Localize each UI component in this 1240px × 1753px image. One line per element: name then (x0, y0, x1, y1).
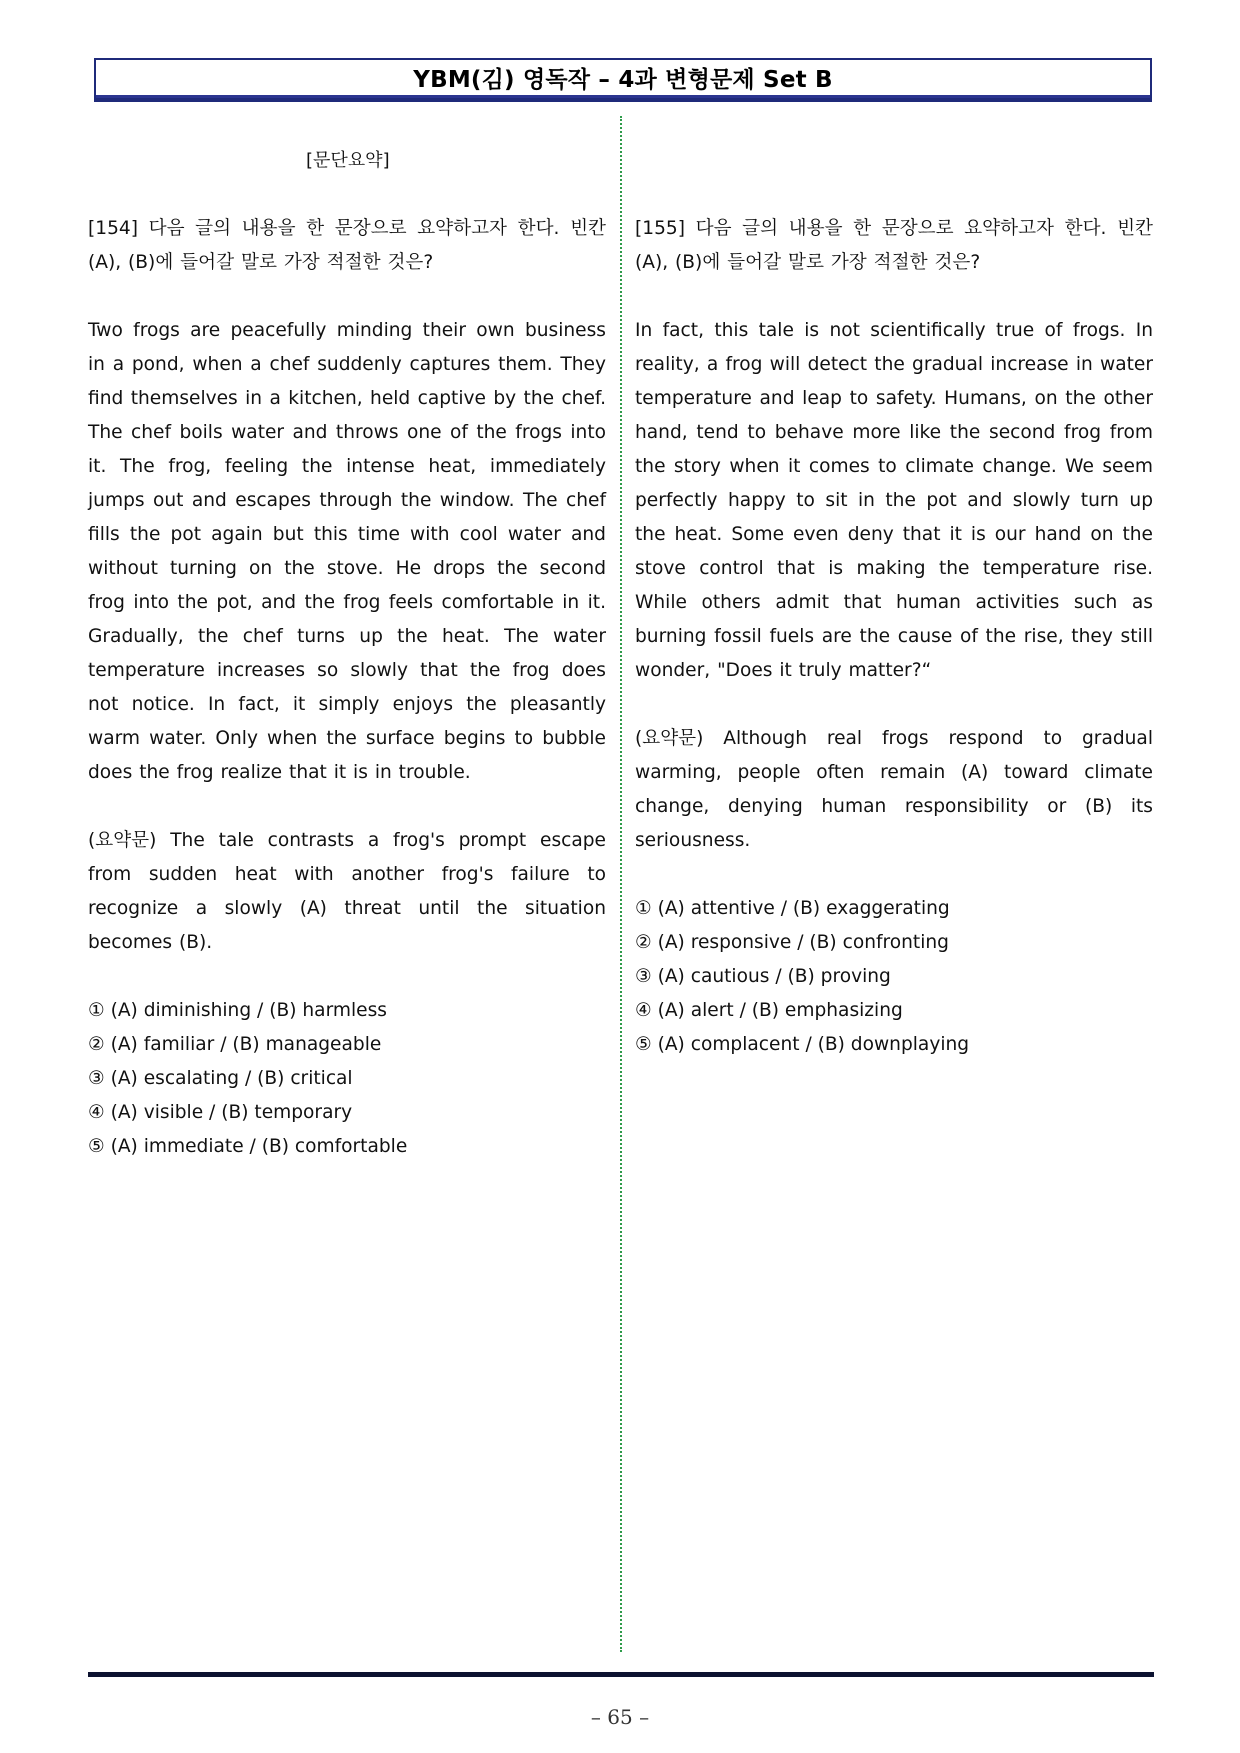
answer-option-1[interactable]: ① (A) diminishing / (B) harmless (88, 1000, 387, 1021)
answer-options (635, 892, 1153, 1062)
footer-rule (88, 1672, 1154, 1677)
answer-option-3[interactable]: ③ (A) escalating / (B) critical (88, 1068, 353, 1089)
question-prompt: [155] 다음 글의 내용을 한 문장으로 요약하고자 한다. 빈칸 (A), (B)에 들어갈 말로 가장 적절한 것은? (635, 218, 1153, 273)
section-label: [문단요약] (306, 150, 390, 171)
column-divider (620, 116, 622, 1652)
page-title: YBM(김) 영독작 – 4과 변형문제 Set B (413, 67, 833, 93)
question-passage: Two frogs are peacefully minding their own business in a pond, when a chef suddenly captures them. They find themselves in a kitchen, held captive by the chef. The chef boils water and throws one of the frogs into it. The frog, feeling the intense heat, immediately jumps out and escapes through the window. The chef fills the pot again but this time with cool water and without turning on the stove. He drops the second frog into the pot, and the frog feels comfortable in it. Gradually, the chef turns up the heat. The water temperature increases so slowly that the frog does not notice. In fact, it simply enjoys the pleasantly warm water. Only when the surface begins to bubble does the frog realize that it is in trouble. (88, 320, 606, 783)
answer-option-4[interactable]: ④ (A) visible / (B) temporary (88, 1102, 353, 1123)
answer-option-2[interactable]: ② (A) familiar / (B) manageable (88, 1034, 382, 1055)
answer-option-5[interactable]: ⑤ (A) complacent / (B) downplaying (635, 1034, 970, 1055)
question-summary: (요약문) The tale contrasts a frog's prompt escape from sudden heat with another frog's failure to recognize a slowly (A) threat until the situation becomes (B). (88, 830, 606, 953)
answer-option-4[interactable]: ④ (A) alert / (B) emphasizing (635, 1000, 903, 1021)
question-155 (635, 212, 1153, 1062)
answer-options (88, 994, 606, 1164)
answer-option-1[interactable]: ① (A) attentive / (B) exaggerating (635, 898, 950, 919)
question-154 (88, 212, 606, 1164)
header-title-box (94, 58, 1152, 102)
answer-option-2[interactable]: ② (A) responsive / (B) confronting (635, 932, 949, 953)
answer-option-3[interactable]: ③ (A) cautious / (B) proving (635, 966, 891, 987)
question-summary: (요약문) Although real frogs respond to gradual warming, people often remain (A) toward climate change, denying human responsibility or (B) its seriousness. (635, 728, 1153, 851)
question-passage: In fact, this tale is not scientifically true of frogs. In reality, a frog will detect the gradual increase in water temperature and leap to safety. Humans, on the other hand, tend to behave more like the second frog from the story when it comes to climate change. We seem perfectly happy to sit in the pot and slowly turn up the heat. Some even deny that it is our hand on the stove control that is making the temperature rise. While others admit that human activities such as burning fossil fuels are the cause of the rise, they still wonder, "Does it truly matter?“ (635, 320, 1153, 681)
question-prompt: [154] 다음 글의 내용을 한 문장으로 요약하고자 한다. 빈칸 (A), (B)에 들어갈 말로 가장 적절한 것은? (88, 218, 606, 273)
page-number: – 65 – (590, 1705, 650, 1729)
answer-option-5[interactable]: ⑤ (A) immediate / (B) comfortable (88, 1136, 408, 1157)
